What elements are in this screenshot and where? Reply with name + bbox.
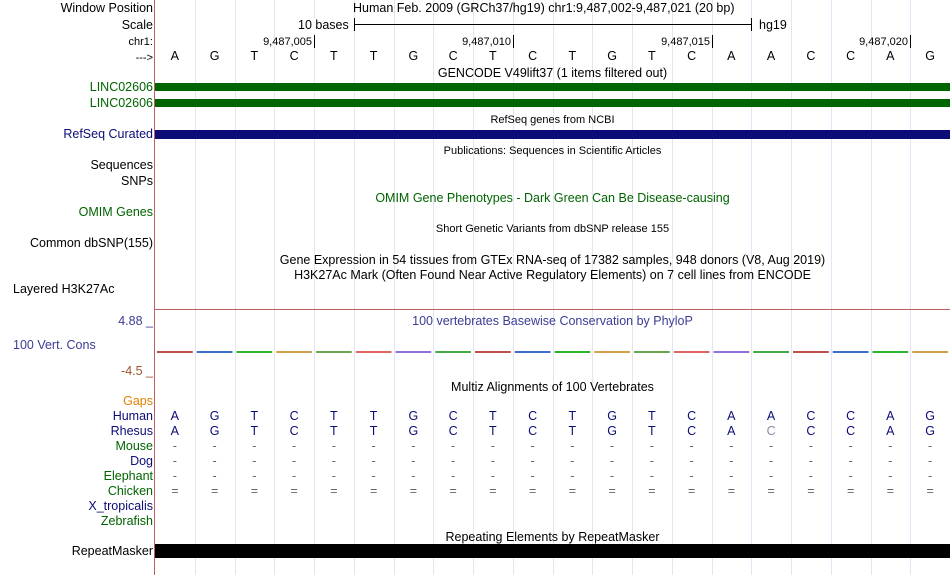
coordinate-tick xyxy=(314,35,315,48)
multiz-aligned-base: - xyxy=(451,439,456,453)
multiz-aligned-base: - xyxy=(689,469,694,483)
refseq-gene-bar[interactable] xyxy=(155,130,950,139)
gencode-item-label-1[interactable]: LINC02606 xyxy=(89,80,153,94)
multiz-aligned-base: - xyxy=(848,469,853,483)
multiz-aligned-base: - xyxy=(689,454,694,468)
repeatmasker-track-label[interactable]: RepeatMasker xyxy=(71,544,153,558)
conservation-max-label: 4.88 _ xyxy=(118,314,153,328)
multiz-aligned-base: A xyxy=(886,409,895,423)
multiz-aligned-base: - xyxy=(649,439,654,453)
multiz-aligned-base: - xyxy=(331,454,336,468)
multiz-aligned-base: - xyxy=(769,469,774,483)
multiz-aligned-base: - xyxy=(451,469,456,483)
reference-base: C xyxy=(846,49,856,63)
multiz-aligned-base: - xyxy=(292,439,297,453)
conservation-wiggle-plot[interactable] xyxy=(155,340,950,364)
omim-track-title: OMIM Gene Phenotypes - Dark Green Can Be Disease-causing xyxy=(375,191,730,205)
multiz-aligned-base: - xyxy=(610,454,615,468)
scale-label: Scale xyxy=(121,18,153,32)
multiz-aligned-base: = xyxy=(171,484,179,498)
multiz-aligned-base: - xyxy=(928,439,933,453)
multiz-aligned-base: - xyxy=(212,454,217,468)
multiz-aligned-base: A xyxy=(886,424,895,438)
multiz-aligned-base: = xyxy=(369,484,378,498)
reference-base: A xyxy=(170,49,180,63)
multiz-aligned-base: - xyxy=(411,454,416,468)
multiz-aligned-base: - xyxy=(610,469,615,483)
multiz-aligned-base: - xyxy=(490,439,495,453)
multiz-aligned-base: C xyxy=(846,409,856,423)
multiz-aligned-base: - xyxy=(888,469,893,483)
multiz-aligned-base: G xyxy=(607,424,617,438)
reference-base: T xyxy=(369,49,378,63)
multiz-aligned-base: - xyxy=(292,454,297,468)
reference-base: A xyxy=(886,49,895,63)
multiz-aligned-base: - xyxy=(371,454,376,468)
multiz-aligned-base: A xyxy=(727,409,736,423)
multiz-aligned-base: C xyxy=(766,424,776,438)
multiz-aligned-base: = xyxy=(846,484,855,498)
dbsnp-track-title: Short Genetic Variants from dbSNP release 155 xyxy=(435,223,670,235)
assembly-name: hg19 xyxy=(759,18,787,32)
coordinate-tick-label: 9,487,005 xyxy=(263,36,312,48)
multiz-species-label[interactable]: Elephant xyxy=(103,469,153,483)
reference-base: G xyxy=(209,49,220,63)
multiz-aligned-base: - xyxy=(172,439,177,453)
gencode-track-title: GENCODE V49lift37 (1 items filtered out) xyxy=(437,66,668,80)
multiz-aligned-base: - xyxy=(570,454,575,468)
multiz-species-label[interactable]: Human xyxy=(112,409,153,423)
window-position-label: Window Position xyxy=(60,1,153,15)
multiz-aligned-base: G xyxy=(408,409,419,423)
multiz-species-label[interactable]: Rhesus xyxy=(110,424,153,438)
multiz-aligned-base: = xyxy=(528,484,537,498)
multiz-aligned-base: - xyxy=(649,469,654,483)
multiz-aligned-base: - xyxy=(252,454,257,468)
reference-base: C xyxy=(687,49,697,63)
scale-bar-right-tick xyxy=(751,18,752,31)
coordinate-tick-label: 9,487,015 xyxy=(661,36,710,48)
sequences-track-label[interactable]: Sequences xyxy=(90,158,153,172)
multiz-aligned-base: C xyxy=(289,424,299,438)
multiz-aligned-base: - xyxy=(689,439,694,453)
multiz-aligned-base: - xyxy=(530,469,535,483)
multiz-aligned-base: T xyxy=(489,409,497,423)
conservation-track-title: 100 vertebrates Basewise Conservation by PhyloP xyxy=(412,314,693,328)
track-labels-column xyxy=(0,0,153,575)
multiz-aligned-base: = xyxy=(807,484,815,498)
repeatmasker-track-title: Repeating Elements by RepeatMasker xyxy=(445,530,660,544)
conservation-separator xyxy=(155,309,950,310)
gencode-item-label-2[interactable]: LINC02606 xyxy=(89,96,153,110)
multiz-aligned-base: - xyxy=(729,469,734,483)
multiz-aligned-base: C xyxy=(448,409,458,423)
multiz-aligned-base: = xyxy=(210,484,219,498)
multiz-aligned-base: T xyxy=(489,424,497,438)
multiz-aligned-base: - xyxy=(212,439,217,453)
h3k27ac-track-title: H3K27Ac Mark (Often Found Near Active Regulatory Elements) on 7 cell lines from ENCODE xyxy=(294,268,811,282)
multiz-aligned-base: - xyxy=(411,469,416,483)
multiz-species-label[interactable]: Mouse xyxy=(115,439,153,453)
multiz-aligned-base: - xyxy=(411,439,416,453)
multiz-aligned-base: = xyxy=(489,484,497,498)
multiz-aligned-base: T xyxy=(250,424,259,438)
scale-bar xyxy=(354,24,751,25)
multiz-gaps-label[interactable]: Gaps xyxy=(123,394,153,408)
multiz-aligned-base: - xyxy=(530,454,535,468)
coordinate-tick xyxy=(513,35,514,48)
snps-track-label[interactable]: SNPs xyxy=(121,174,153,188)
multiz-aligned-base: = xyxy=(449,484,457,498)
multiz-aligned-base: - xyxy=(490,469,495,483)
coordinate-tick xyxy=(910,35,911,48)
multiz-aligned-base: - xyxy=(292,469,297,483)
multiz-aligned-base: C xyxy=(289,409,299,423)
multiz-aligned-base: C xyxy=(687,409,697,423)
strand-arrow-label: ---> xyxy=(135,52,153,64)
multiz-aligned-base: C xyxy=(806,409,816,423)
multiz-aligned-base: T xyxy=(568,424,577,438)
multiz-aligned-base: - xyxy=(888,454,893,468)
multiz-aligned-base: G xyxy=(408,424,419,438)
multiz-aligned-base: G xyxy=(925,424,935,438)
coordinate-tick-label: 9,487,020 xyxy=(859,36,908,48)
multiz-aligned-base: A xyxy=(170,424,180,438)
multiz-aligned-base: - xyxy=(371,439,376,453)
gencode-transcript-bar-1[interactable] xyxy=(155,83,950,91)
multiz-aligned-base: T xyxy=(369,424,378,438)
multiz-aligned-base: C xyxy=(846,424,856,438)
conservation-min-label: -4.5 _ xyxy=(121,364,153,378)
multiz-aligned-base: T xyxy=(369,409,378,423)
multiz-aligned-base: = xyxy=(290,484,298,498)
multiz-aligned-base: = xyxy=(648,484,656,498)
multiz-aligned-base: = xyxy=(727,484,735,498)
reference-base: T xyxy=(568,49,577,63)
omim-track-label[interactable]: OMIM Genes xyxy=(78,205,153,219)
conservation-track-label[interactable]: 100 Vert. Cons xyxy=(13,338,96,352)
multiz-aligned-base: - xyxy=(371,469,376,483)
multiz-aligned-base: - xyxy=(649,454,654,468)
scale-bar-label: 10 bases xyxy=(298,18,349,32)
multiz-aligned-base: - xyxy=(928,469,933,483)
gtex-track-title: Gene Expression in 54 tissues from GTEx RNA-seq of 17382 samples, 948 donors (V8, Aug 2019) xyxy=(279,253,826,267)
multiz-aligned-base: C xyxy=(448,424,458,438)
multiz-aligned-base: A xyxy=(766,409,776,423)
multiz-aligned-base: A xyxy=(170,409,180,423)
reference-base: A xyxy=(766,49,776,63)
multiz-aligned-base: T xyxy=(330,424,338,438)
repeatmasker-element-bar[interactable] xyxy=(155,544,950,558)
multiz-aligned-base: G xyxy=(209,424,220,438)
multiz-aligned-base: T xyxy=(648,409,656,423)
multiz-aligned-base: = xyxy=(926,484,934,498)
reference-base: A xyxy=(727,49,736,63)
reference-base: T xyxy=(250,49,259,63)
reference-base: G xyxy=(408,49,419,63)
multiz-aligned-base: - xyxy=(928,454,933,468)
multiz-aligned-base: - xyxy=(172,454,177,468)
multiz-aligned-base: - xyxy=(570,469,575,483)
multiz-aligned-base: C xyxy=(687,424,697,438)
multiz-aligned-base: - xyxy=(888,439,893,453)
multiz-aligned-base: - xyxy=(331,439,336,453)
multiz-aligned-base: - xyxy=(729,439,734,453)
reference-base: T xyxy=(489,49,497,63)
multiz-aligned-base: G xyxy=(209,409,220,423)
multiz-species-label[interactable]: Dog xyxy=(130,454,153,468)
multiz-aligned-base: T xyxy=(648,424,656,438)
reference-base: C xyxy=(806,49,816,63)
coordinate-tick xyxy=(712,35,713,48)
reference-base: C xyxy=(528,49,538,63)
track-display-area[interactable] xyxy=(155,0,950,575)
multiz-aligned-base: - xyxy=(212,469,217,483)
multiz-aligned-base: - xyxy=(848,439,853,453)
multiz-aligned-base: G xyxy=(925,409,935,423)
multiz-aligned-base: = xyxy=(330,484,338,498)
gencode-transcript-bar-2[interactable] xyxy=(155,99,950,107)
multiz-aligned-base: C xyxy=(528,424,538,438)
multiz-aligned-base: C xyxy=(528,409,538,423)
multiz-track-title: Multiz Alignments of 100 Vertebrates xyxy=(451,380,654,394)
multiz-aligned-base: G xyxy=(607,409,617,423)
multiz-aligned-base: = xyxy=(767,484,775,498)
multiz-aligned-base: - xyxy=(808,439,813,453)
refseq-track-title: RefSeq genes from NCBI xyxy=(490,114,615,126)
multiz-aligned-base: = xyxy=(250,484,258,498)
multiz-aligned-base: C xyxy=(806,424,816,438)
reference-base: T xyxy=(648,49,656,63)
multiz-aligned-base: - xyxy=(451,454,456,468)
multiz-aligned-base: - xyxy=(490,454,495,468)
multiz-aligned-base: - xyxy=(252,469,257,483)
multiz-aligned-base: - xyxy=(769,439,774,453)
multiz-aligned-base: T xyxy=(330,409,338,423)
reference-base: G xyxy=(925,49,935,63)
multiz-aligned-base: - xyxy=(808,454,813,468)
multiz-aligned-base: T xyxy=(250,409,259,423)
reference-base: G xyxy=(607,49,617,63)
multiz-aligned-base: = xyxy=(886,484,894,498)
multiz-aligned-base: - xyxy=(530,439,535,453)
multiz-species-label[interactable]: Zebrafish xyxy=(100,514,153,528)
multiz-aligned-base: T xyxy=(568,409,577,423)
multiz-aligned-base: - xyxy=(570,439,575,453)
multiz-aligned-base: - xyxy=(331,469,336,483)
multiz-aligned-base: - xyxy=(729,454,734,468)
publications-track-title: Publications: Sequences in Scientific Articles xyxy=(443,145,662,157)
reference-base: C xyxy=(289,49,299,63)
multiz-aligned-base: - xyxy=(808,469,813,483)
reference-base: C xyxy=(448,49,458,63)
multiz-aligned-base: - xyxy=(172,469,177,483)
chr-label: chr1: xyxy=(128,36,153,48)
multiz-aligned-base: - xyxy=(252,439,257,453)
multiz-aligned-base: A xyxy=(727,424,736,438)
multiz-aligned-base: - xyxy=(848,454,853,468)
multiz-aligned-base: = xyxy=(409,484,417,498)
multiz-aligned-base: = xyxy=(608,484,616,498)
multiz-species-label[interactable]: Chicken xyxy=(107,484,153,498)
dbsnp-track-label[interactable]: Common dbSNP(155) xyxy=(30,236,153,250)
multiz-aligned-base: - xyxy=(610,439,615,453)
multiz-aligned-base: = xyxy=(568,484,576,498)
coordinate-tick-label: 9,487,010 xyxy=(462,36,511,48)
multiz-aligned-base: - xyxy=(769,454,774,468)
reference-base: T xyxy=(330,49,338,63)
multiz-species-label[interactable]: X_tropicalis xyxy=(88,499,153,513)
scale-bar-left-tick xyxy=(354,18,355,31)
h3k27ac-track-label[interactable]: Layered H3K27Ac xyxy=(13,282,115,296)
multiz-aligned-base: = xyxy=(687,484,696,498)
refseq-track-label[interactable]: RefSeq Curated xyxy=(63,127,153,141)
assembly-position-title: Human Feb. 2009 (GRCh37/hg19) chr1:9,487,002-9,487,021 (20 bp) xyxy=(353,1,735,15)
